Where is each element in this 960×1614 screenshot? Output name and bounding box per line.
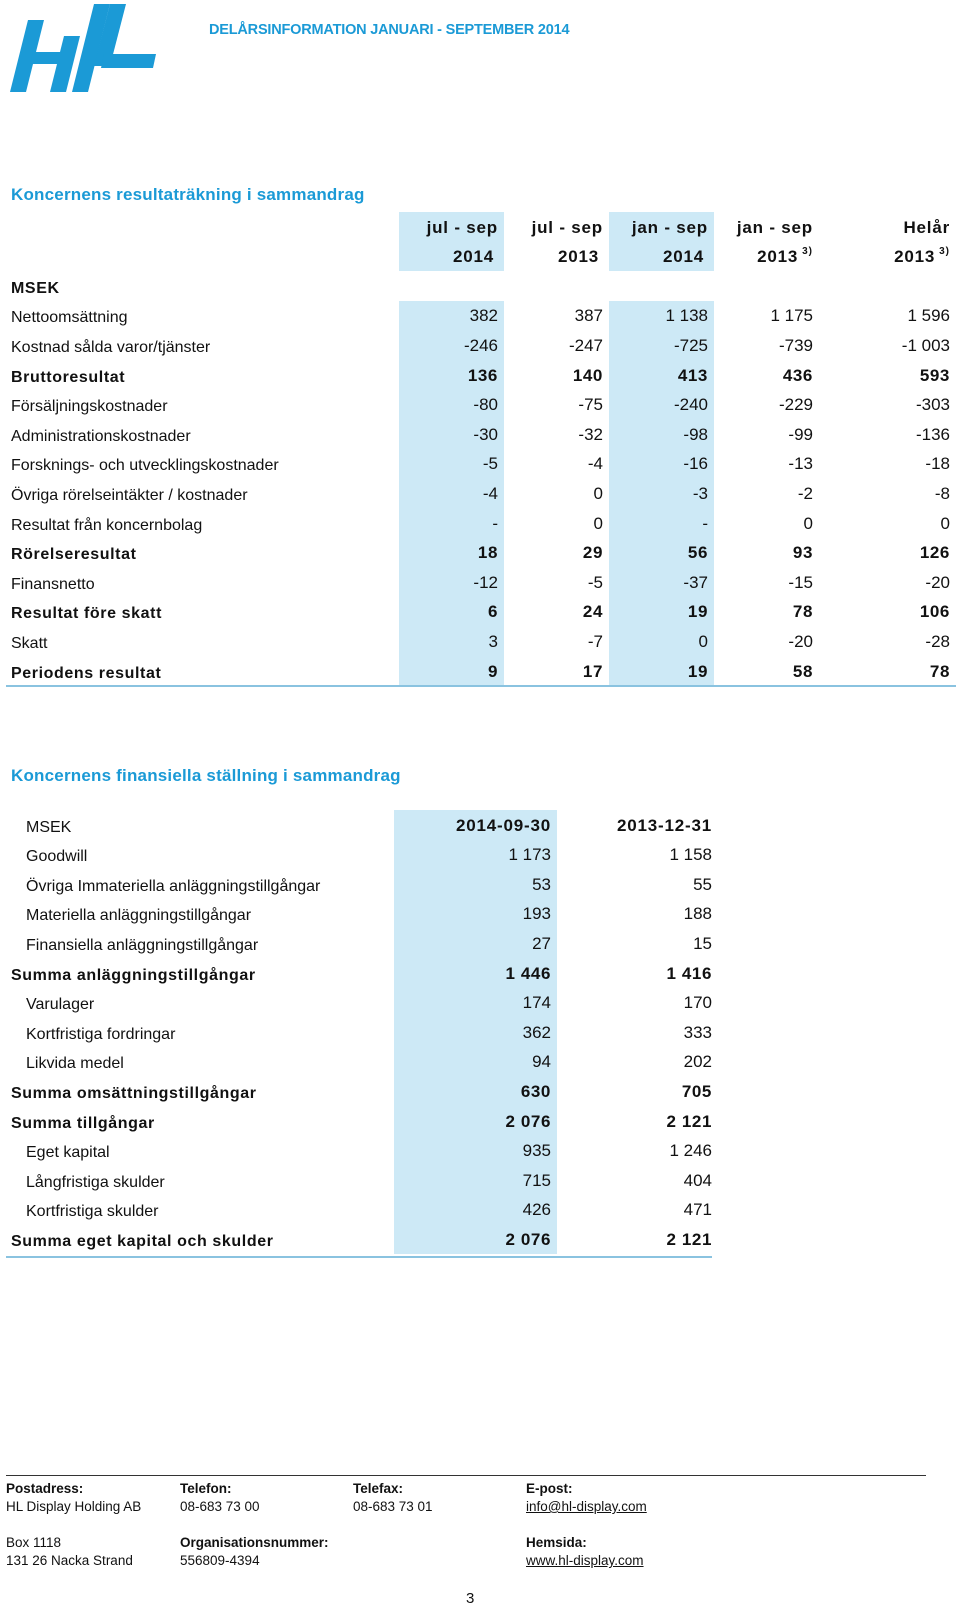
table-cell: 193 <box>394 899 557 929</box>
footer-fax-number: 08-683 73 01 <box>353 1499 433 1514</box>
table-cell: -16 <box>609 449 714 479</box>
table-cell: 55 <box>693 874 712 894</box>
table-cell: 593 <box>919 365 950 385</box>
balance-sheet-table <box>6 810 716 1254</box>
table-row <box>6 419 956 449</box>
table-cell: -13 <box>788 454 813 474</box>
row-label: Finansnetto <box>11 575 95 593</box>
table-row <box>6 988 716 1018</box>
row-label: Varulager <box>26 996 95 1014</box>
balance-bottom-rule <box>6 1256 712 1258</box>
table-cell: -32 <box>578 424 603 444</box>
page-number: 3 <box>466 1590 475 1607</box>
row-label: Resultat från koncernbolag <box>11 516 203 534</box>
table-cell: 24 <box>582 602 603 622</box>
table-cell: -739 <box>778 335 813 355</box>
table-cell: 174 <box>394 988 557 1018</box>
row-label: Summa anläggningstillgångar <box>11 966 256 984</box>
table-cell: 1 158 <box>669 845 712 865</box>
table-cell: 2 121 <box>666 1111 712 1131</box>
footnote-marker: 3) <box>802 246 813 258</box>
table-cell: 715 <box>394 1165 557 1195</box>
table-cell: -37 <box>609 567 714 597</box>
footer-fax-label: Telefax: <box>353 1481 404 1496</box>
footer-web-label: Hemsida: <box>526 1535 587 1550</box>
income-col-4-period: jan - sep <box>736 217 813 237</box>
table-cell: 3 <box>399 626 504 656</box>
table-cell: -1 003 <box>901 335 950 355</box>
table-cell: -136 <box>915 424 950 444</box>
table-cell: 630 <box>394 1076 557 1106</box>
row-label: Skatt <box>11 634 48 652</box>
table-cell: - <box>399 508 504 538</box>
table-row <box>6 478 956 508</box>
table-cell: 0 <box>593 483 603 503</box>
table-cell: 0 <box>803 513 813 533</box>
table-cell: 0 <box>593 513 603 533</box>
hl-logo <box>6 2 156 94</box>
balance-col-2-date: 2013-12-31 <box>617 815 712 835</box>
row-label: Summa eget kapital och skulder <box>11 1232 274 1250</box>
table-cell: 1 173 <box>394 840 557 870</box>
table-cell: 140 <box>572 365 603 385</box>
table-cell: 19 <box>609 597 714 627</box>
table-cell: 18 <box>399 538 504 568</box>
table-cell: 78 <box>929 661 950 681</box>
table-row <box>6 840 716 870</box>
footer-fax <box>353 1480 433 1516</box>
table-cell: -99 <box>788 424 813 444</box>
table-cell: 93 <box>792 543 813 563</box>
row-label: Bruttoresultat <box>11 368 126 386</box>
table-cell: 436 <box>782 365 813 385</box>
row-label: Kostnad sålda varor/tjänster <box>11 338 211 356</box>
footer-address <box>6 1534 133 1570</box>
table-row <box>6 626 956 656</box>
table-cell: 106 <box>919 602 950 622</box>
table-row <box>6 1047 716 1077</box>
table-cell: 413 <box>609 360 714 390</box>
table-cell: -247 <box>568 335 603 355</box>
table-cell: 0 <box>609 626 714 656</box>
table-cell: 19 <box>609 656 714 686</box>
table-cell: 2 076 <box>394 1224 557 1254</box>
table-cell: -229 <box>778 395 813 415</box>
table-cell: -725 <box>609 330 714 360</box>
table-cell: 58 <box>792 661 813 681</box>
table-cell: -28 <box>925 631 950 651</box>
table-row <box>6 958 716 988</box>
income-col-3-year: 2014 <box>609 242 714 272</box>
table-row <box>6 1165 716 1195</box>
table-cell: 2 121 <box>666 1229 712 1249</box>
table-cell: 94 <box>394 1047 557 1077</box>
table-cell: 1 138 <box>609 301 714 331</box>
income-col-5-year: 2013 3) <box>894 246 950 267</box>
income-col-2-year: 2013 <box>557 247 599 267</box>
row-label: Nettoomsättning <box>11 309 128 327</box>
balance-col-1-date: 2014-09-30 <box>394 810 557 840</box>
table-row <box>6 301 956 331</box>
row-label: Goodwill <box>26 848 88 866</box>
table-cell: 382 <box>399 301 504 331</box>
footer-org <box>180 1534 329 1570</box>
footer-org-label: Organisationsnummer: <box>180 1535 329 1550</box>
table-cell: 136 <box>399 360 504 390</box>
row-label: Kortfristiga skulder <box>26 1203 159 1221</box>
table-cell: 2 076 <box>394 1106 557 1136</box>
row-label: Långfristiga skulder <box>26 1173 165 1191</box>
row-label: Rörelseresultat <box>11 546 137 564</box>
row-label: Periodens resultat <box>11 664 162 682</box>
table-row <box>6 538 956 568</box>
table-cell: 6 <box>399 597 504 627</box>
table-cell: -98 <box>609 419 714 449</box>
income-statement-title: Koncernens resultaträkning i sammandrag <box>11 185 365 204</box>
table-cell: 27 <box>394 928 557 958</box>
row-label: Summa tillgångar <box>11 1114 155 1132</box>
table-cell: -8 <box>934 483 950 503</box>
table-cell: -15 <box>788 572 813 592</box>
table-cell: -4 <box>587 454 603 474</box>
table-cell: 426 <box>394 1195 557 1225</box>
table-cell: - <box>609 508 714 538</box>
row-label: Övriga rörelseintäkter / kostnader <box>11 486 248 504</box>
balance-header-row <box>6 810 716 840</box>
table-row <box>6 360 956 390</box>
table-row <box>6 449 956 479</box>
table-cell: -80 <box>399 390 504 420</box>
table-row <box>6 899 716 929</box>
table-cell: -12 <box>399 567 504 597</box>
income-unit-label: MSEK <box>11 279 60 297</box>
footer-postal-city: 131 26 Nacka Strand <box>6 1553 133 1568</box>
table-cell: 705 <box>681 1081 712 1101</box>
income-header-row-2 <box>6 242 956 272</box>
row-label: Likvida medel <box>26 1055 124 1073</box>
table-row <box>6 508 956 538</box>
table-row <box>6 1195 716 1225</box>
table-cell: 935 <box>394 1136 557 1166</box>
footer-postal <box>6 1480 141 1516</box>
income-unit-row <box>6 271 956 301</box>
table-cell: -3 <box>609 478 714 508</box>
table-cell: -303 <box>915 395 950 415</box>
table-cell: 78 <box>792 602 813 622</box>
table-cell: 188 <box>683 904 712 924</box>
table-cell: -2 <box>797 483 813 503</box>
footer-email-label: E-post: <box>526 1481 573 1496</box>
income-col-2-period: jul - sep <box>531 217 603 237</box>
row-label: Summa omsättningstillgångar <box>11 1084 257 1102</box>
table-row <box>6 1224 716 1254</box>
row-label: Materiella anläggningstillgångar <box>26 907 252 925</box>
table-cell: 126 <box>919 543 950 563</box>
table-cell: 387 <box>574 306 603 326</box>
footer-phone <box>180 1480 260 1516</box>
table-row <box>6 390 956 420</box>
footer-phone-label: Telefon: <box>180 1481 232 1496</box>
income-bottom-rule <box>6 685 956 687</box>
table-row <box>6 1076 716 1106</box>
table-row <box>6 928 716 958</box>
table-row <box>6 869 716 899</box>
table-cell: 1 175 <box>770 306 813 326</box>
table-cell: 471 <box>683 1200 712 1220</box>
table-cell: -20 <box>788 631 813 651</box>
table-cell: 17 <box>582 661 603 681</box>
row-label: Administrationskostnader <box>11 427 191 445</box>
income-statement-table <box>6 212 956 686</box>
footer-org-number: 556809-4394 <box>180 1553 260 1568</box>
table-cell: 333 <box>683 1022 712 1042</box>
income-col-1-year: 2014 <box>399 242 504 272</box>
table-cell: -5 <box>399 449 504 479</box>
report-header-title: DELÅRSINFORMATION JANUARI - SEPTEMBER 2014 <box>209 22 570 38</box>
row-label: Kortfristiga fordringar <box>26 1025 176 1043</box>
table-cell: 1 596 <box>907 306 950 326</box>
table-cell: -246 <box>399 330 504 360</box>
footer-postal-box: Box 1118 <box>6 1535 62 1550</box>
footer-web-link[interactable]: www.hl-display.com <box>526 1553 644 1568</box>
row-label: Övriga Immateriella anläggningstillgångar <box>26 877 321 895</box>
row-label: Resultat före skatt <box>11 605 162 623</box>
table-cell: 202 <box>683 1052 712 1072</box>
income-col-5-period: Helår <box>903 217 950 237</box>
row-label: Eget kapital <box>26 1144 110 1162</box>
footer-email <box>526 1480 647 1516</box>
table-cell: -20 <box>925 572 950 592</box>
table-cell: -30 <box>399 419 504 449</box>
table-row <box>6 656 956 686</box>
footer-postal-name: HL Display Holding AB <box>6 1499 142 1514</box>
income-col-3-period: jan - sep <box>609 212 714 242</box>
table-cell: -240 <box>609 390 714 420</box>
table-row <box>6 1017 716 1047</box>
footer-phone-number: 08-683 73 00 <box>180 1499 260 1514</box>
row-label: Forsknings- och utvecklingskostnader <box>11 457 279 475</box>
income-header-row-1 <box>6 212 956 242</box>
footnote-marker: 3) <box>939 246 950 258</box>
table-cell: -75 <box>578 395 603 415</box>
table-cell: 362 <box>394 1017 557 1047</box>
footer-web <box>526 1534 644 1570</box>
table-cell: 56 <box>609 538 714 568</box>
table-row <box>6 1106 716 1136</box>
table-cell: 15 <box>693 933 712 953</box>
table-cell: 1 246 <box>669 1141 712 1161</box>
table-row <box>6 597 956 627</box>
income-col-4-year: 2013 3) <box>757 246 813 267</box>
footer-email-link[interactable]: info@hl-display.com <box>526 1499 647 1514</box>
table-cell: -18 <box>925 454 950 474</box>
row-label: Försäljningskostnader <box>11 398 168 416</box>
income-col-1-period: jul - sep <box>399 212 504 242</box>
footer-postal-label: Postadress: <box>6 1481 84 1496</box>
table-cell: -5 <box>587 572 603 592</box>
table-cell: 404 <box>683 1170 712 1190</box>
table-cell: 170 <box>683 993 712 1013</box>
table-row <box>6 330 956 360</box>
table-cell: 9 <box>399 656 504 686</box>
table-cell: 29 <box>582 543 603 563</box>
balance-sheet-title: Koncernens finansiella ställning i sammandrag <box>11 766 401 785</box>
table-cell: 0 <box>940 513 950 533</box>
table-cell: 53 <box>394 869 557 899</box>
table-cell: 1 416 <box>666 963 712 983</box>
balance-unit-label: MSEK <box>26 818 72 836</box>
table-cell: 1 446 <box>394 958 557 988</box>
row-label: Finansiella anläggningstillgångar <box>26 936 259 954</box>
table-row <box>6 567 956 597</box>
table-cell: -4 <box>399 478 504 508</box>
table-cell: -7 <box>587 631 603 651</box>
footer-rule <box>6 1475 926 1476</box>
table-row <box>6 1136 716 1166</box>
